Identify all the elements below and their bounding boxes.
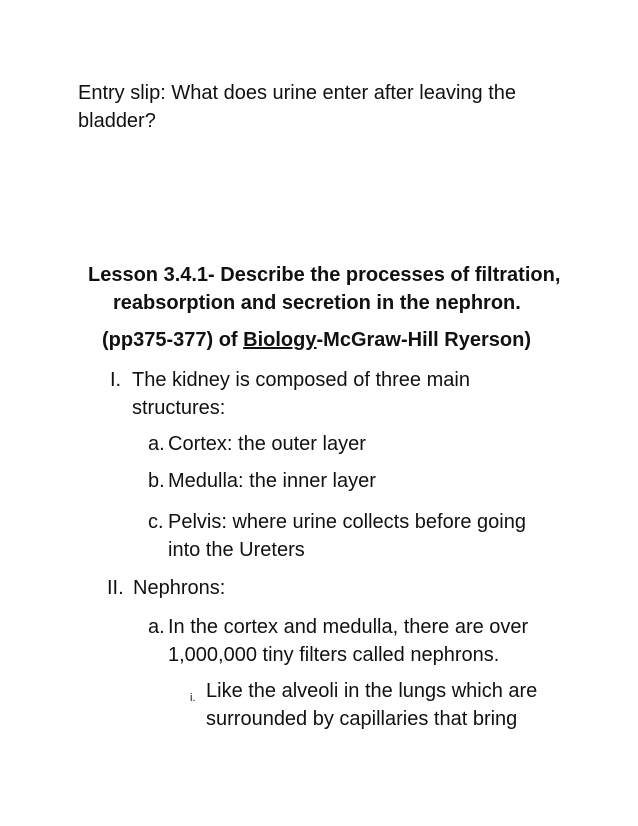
- section-i-text-line-2: structures:: [132, 397, 226, 419]
- lesson-title-line-2: reabsorption and secretion in the nephron.: [113, 292, 521, 314]
- lesson-reference-suffix: -McGraw-Hill Ryerson): [316, 329, 531, 351]
- list-item: Cortex: the outer layer: [168, 433, 366, 455]
- lesson-reference: [102, 327, 531, 353]
- lesson-reference-prefix: (pp375-377) of: [102, 329, 244, 351]
- list-item-continued: 1,000,000 tiny filters called nephrons.: [168, 644, 500, 666]
- sub-list-item: Like the alveoli in the lungs which are: [206, 680, 538, 702]
- list-item-marker: c.: [148, 511, 164, 533]
- entry-slip-line-1: Entry slip: What does urine enter after leaving the: [78, 82, 517, 104]
- sub-list-item-continued: surrounded by capillaries that bring: [206, 708, 518, 730]
- list-item-continued: into the Ureters: [168, 539, 305, 561]
- section-ii-marker: II.: [107, 577, 124, 599]
- list-item: In the cortex and medulla, there are over: [168, 616, 529, 638]
- list-item-marker: a.: [148, 616, 165, 638]
- lesson-title-line-1: Lesson 3.4.1- Describe the processes of filtration,: [88, 264, 561, 286]
- section-i-marker: I.: [110, 369, 122, 391]
- sub-list-item-marker: i.: [190, 692, 196, 704]
- list-item: Pelvis: where urine collects before going: [168, 511, 526, 533]
- list-item-marker: b.: [148, 470, 165, 492]
- section-ii-text: Nephrons:: [133, 577, 226, 599]
- list-item-marker: a.: [148, 433, 165, 455]
- section-i-text-line-1: The kidney is composed of three main: [132, 369, 470, 391]
- list-item: Medulla: the inner layer: [168, 470, 376, 492]
- lesson-reference-book: Biology: [243, 329, 317, 351]
- entry-slip-line-2: bladder?: [78, 110, 156, 132]
